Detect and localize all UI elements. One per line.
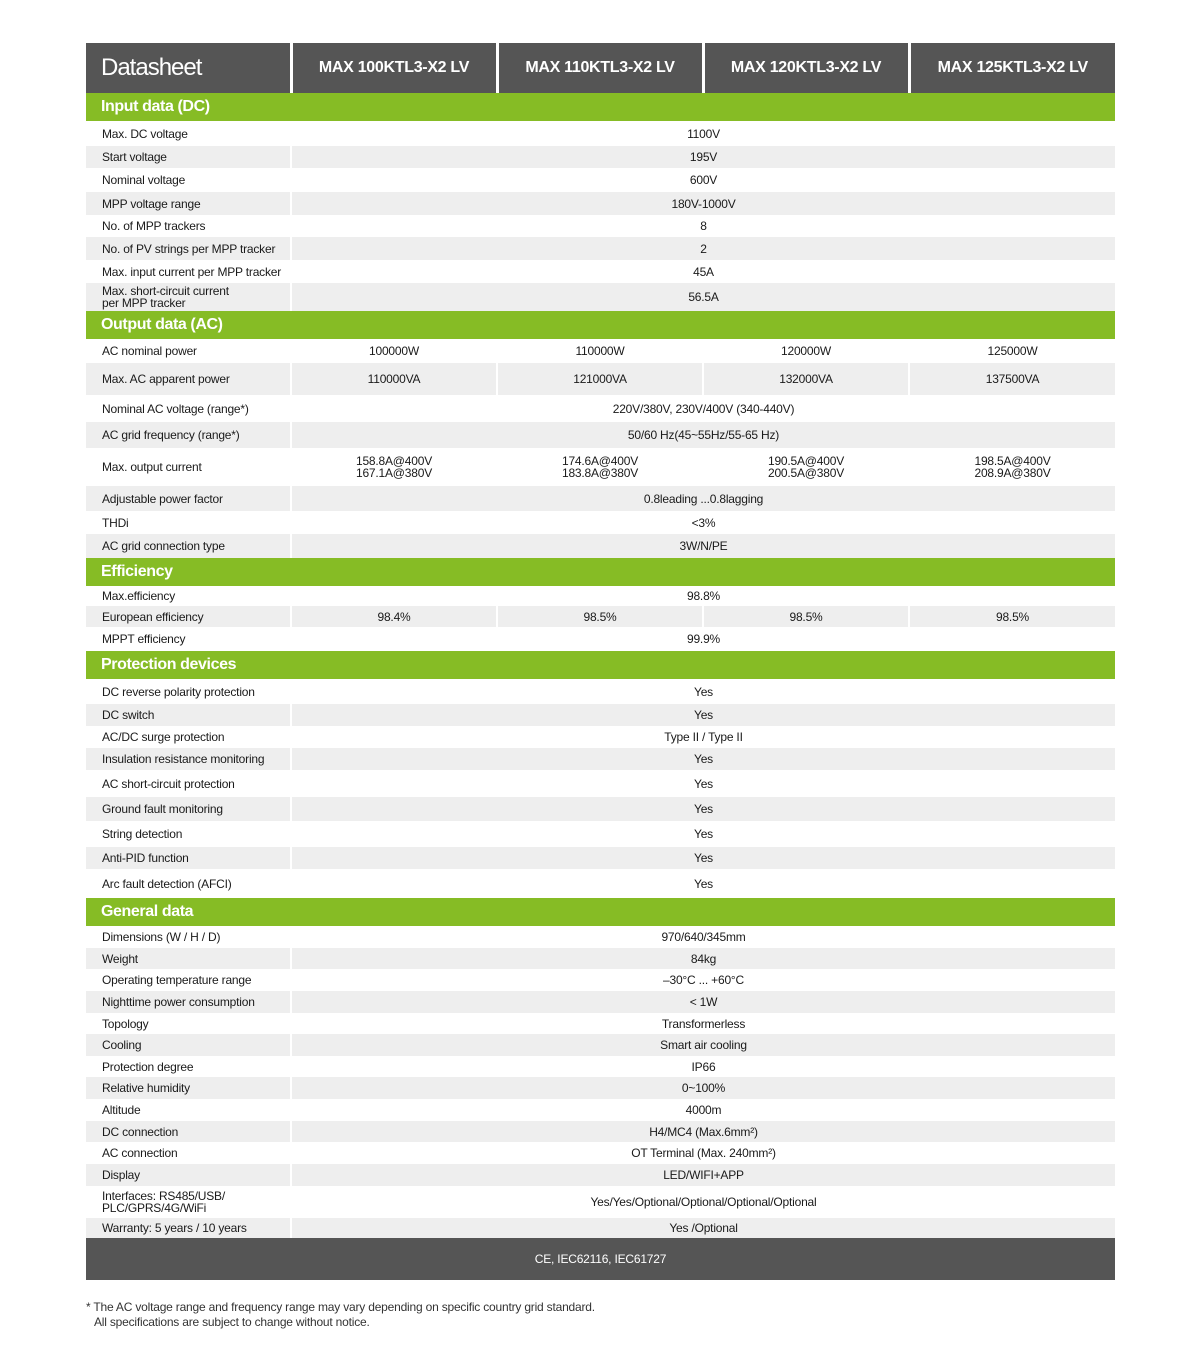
text-line: 110000VA xyxy=(367,372,421,386)
text-line: AC connection xyxy=(102,1146,178,1160)
text-line: 200.5A@380V xyxy=(767,466,845,480)
spec-row xyxy=(86,1056,1115,1077)
spec-row xyxy=(86,422,1115,448)
datasheet-title: Datasheet xyxy=(86,43,291,93)
spec-label xyxy=(86,969,291,991)
spec-value-model-3 xyxy=(703,339,909,363)
spec-row xyxy=(86,260,1115,283)
spec-row xyxy=(86,1099,1115,1121)
spec-value-model-1 xyxy=(291,606,497,627)
text-line: AC short-circuit protection xyxy=(102,776,235,791)
spec-row xyxy=(86,847,1115,869)
spec-label xyxy=(86,283,291,311)
spec-label xyxy=(86,192,291,215)
spec-value: OT Terminal (Max. 240mm²) xyxy=(291,1142,1115,1164)
spec-value-model-2 xyxy=(497,339,703,363)
spec-row xyxy=(86,821,1115,847)
spec-label xyxy=(86,260,291,283)
section-header-input-dc xyxy=(86,93,1115,121)
header-row xyxy=(86,43,1115,93)
text-line: AC/DC surge protection xyxy=(102,730,225,744)
text-line: DC switch xyxy=(102,708,155,722)
text-line: 98.5% xyxy=(995,609,1030,624)
text-line: Insulation resistance monitoring xyxy=(102,752,265,766)
spec-row xyxy=(86,1218,1115,1238)
spec-label xyxy=(86,869,291,898)
text-line: AC nominal power xyxy=(102,344,197,358)
section-title: Input data (DC) xyxy=(86,93,1115,121)
text-line: Max. input current per MPP tracker xyxy=(102,264,282,279)
spec-label xyxy=(86,606,291,627)
spec-label xyxy=(86,948,291,969)
spec-value: <3% xyxy=(291,511,1115,534)
spec-value: 0.8leading ...0.8lagging xyxy=(291,486,1115,511)
text-line: Start voltage xyxy=(102,150,167,164)
spec-row xyxy=(86,704,1115,726)
spec-value: 600V xyxy=(291,168,1115,192)
text-line: No. of PV strings per MPP tracker xyxy=(102,241,276,256)
text-line: Adjustable power factor xyxy=(102,491,223,506)
spec-label xyxy=(86,339,291,363)
text-line: Max. AC apparent power xyxy=(102,372,230,386)
section-header-efficiency xyxy=(86,558,1115,586)
spec-row xyxy=(86,448,1115,486)
spec-row xyxy=(86,363,1115,395)
spec-value: Yes /Optional xyxy=(291,1218,1115,1238)
spec-label xyxy=(86,1218,291,1238)
text-line: European efficiency xyxy=(102,609,204,624)
spec-value: Smart air cooling xyxy=(291,1034,1115,1056)
text-line: 110000W xyxy=(575,344,625,358)
text-line: 98.5% xyxy=(789,609,823,624)
spec-label xyxy=(86,770,291,797)
spec-row xyxy=(86,586,1115,606)
text-line: Nominal AC voltage (range*) xyxy=(102,401,249,416)
spec-label xyxy=(86,448,291,486)
spec-value: 4000m xyxy=(291,1099,1115,1121)
spec-value: 99.9% xyxy=(291,627,1115,651)
spec-label xyxy=(86,1142,291,1164)
spec-label xyxy=(86,726,291,748)
text-line: Nominal voltage xyxy=(102,173,186,187)
spec-row xyxy=(86,969,1115,991)
text-line: 132000VA xyxy=(779,372,833,386)
spec-label xyxy=(86,1056,291,1077)
spec-value-model-3 xyxy=(703,606,909,627)
spec-value-model-2 xyxy=(497,448,703,486)
spec-label xyxy=(86,121,291,146)
spec-label xyxy=(86,627,291,651)
certification-text: CE, IEC62116, IEC61727 xyxy=(86,1238,1115,1280)
spec-label xyxy=(86,395,291,422)
spec-value-model-4 xyxy=(909,606,1115,627)
spec-value-model-1 xyxy=(291,448,497,486)
spec-row xyxy=(86,534,1115,558)
text-line: Warranty: 5 years / 10 years xyxy=(102,1221,247,1235)
model-column-header: MAX 125KTL3-X2 LV xyxy=(909,43,1115,93)
spec-value-model-1 xyxy=(291,339,497,363)
spec-value: Yes xyxy=(291,869,1115,898)
spec-label xyxy=(86,1034,291,1056)
spec-row xyxy=(86,948,1115,969)
spec-value: Yes xyxy=(291,748,1115,770)
section-title: Protection devices xyxy=(86,651,1115,679)
spec-value: Yes xyxy=(291,770,1115,797)
spec-value: Yes xyxy=(291,821,1115,847)
spec-value: Yes/Yes/Optional/Optional/Optional/Optional xyxy=(291,1186,1115,1218)
section-header-general xyxy=(86,898,1115,926)
text-line: 98.5% xyxy=(583,609,617,624)
text-line: 121000VA xyxy=(573,372,627,386)
text-line: 167.1A@380V xyxy=(355,466,433,480)
spec-value: Yes xyxy=(291,704,1115,726)
text-line: 183.8A@380V xyxy=(561,466,639,480)
spec-label xyxy=(86,1186,291,1218)
spec-row xyxy=(86,511,1115,534)
spec-row xyxy=(86,926,1115,948)
spec-label xyxy=(86,821,291,847)
spec-row xyxy=(86,1013,1115,1034)
text-line: Max.efficiency xyxy=(102,589,176,603)
spec-label xyxy=(86,1121,291,1142)
spec-value-model-4 xyxy=(909,363,1115,395)
text-line: No. of MPP trackers xyxy=(102,219,206,233)
footnote xyxy=(86,1300,595,1330)
section-title: Output data (AC) xyxy=(86,311,1115,339)
spec-label xyxy=(86,704,291,726)
spec-value: 0~100% xyxy=(291,1077,1115,1099)
section-title: General data xyxy=(86,898,1115,926)
spec-value: Yes xyxy=(291,797,1115,821)
spec-row xyxy=(86,237,1115,260)
text-line: 120000W xyxy=(781,344,831,358)
spec-label xyxy=(86,363,291,395)
spec-value: 50/60 Hz(45~55Hz/55-65 Hz) xyxy=(291,422,1115,448)
text-line: 208.9A@380V xyxy=(974,466,1051,480)
section-header-protection xyxy=(86,651,1115,679)
spec-value: 84kg xyxy=(291,948,1115,969)
text-line: Display xyxy=(102,1168,140,1182)
text-line: DC reverse polarity protection xyxy=(102,684,255,699)
spec-label xyxy=(86,679,291,704)
text-line: 158.8A@400V xyxy=(355,454,433,468)
spec-value: H4/MC4 (Max.6mm²) xyxy=(291,1121,1115,1142)
text-line: 100000W xyxy=(369,344,419,358)
spec-value-model-2 xyxy=(497,363,703,395)
text-line: Protection degree xyxy=(102,1059,194,1074)
text-line: AC grid connection type xyxy=(102,539,225,553)
spec-label xyxy=(86,847,291,869)
spec-value: IP66 xyxy=(291,1056,1115,1077)
spec-row xyxy=(86,1121,1115,1142)
model-column-header: MAX 100KTL3-X2 LV xyxy=(291,43,497,93)
spec-label xyxy=(86,1164,291,1186)
text-line: 137500VA xyxy=(985,372,1040,386)
spec-row xyxy=(86,215,1115,237)
text-line: Topology xyxy=(102,1016,149,1031)
spec-row xyxy=(86,395,1115,422)
spec-value: 8 xyxy=(291,215,1115,237)
spec-value: 195V xyxy=(291,146,1115,168)
text-line: 198.5A@400V xyxy=(974,454,1051,468)
spec-value-model-3 xyxy=(703,363,909,395)
text-line: Interfaces: RS485/USB/ xyxy=(102,1189,225,1203)
spec-label xyxy=(86,486,291,511)
spec-row xyxy=(86,679,1115,704)
spec-label xyxy=(86,534,291,558)
text-line: Max. output current xyxy=(102,460,202,474)
footnote-line: * The AC voltage range and frequency range may vary depending on specific country grid standard. xyxy=(86,1300,595,1314)
spec-label xyxy=(86,237,291,260)
spec-row xyxy=(86,797,1115,821)
text-line: Relative humidity xyxy=(102,1081,190,1095)
text-line: Altitude xyxy=(102,1103,141,1117)
spec-row xyxy=(86,606,1115,627)
spec-row xyxy=(86,726,1115,748)
section-header-output-ac xyxy=(86,311,1115,339)
spec-value: 45A xyxy=(291,260,1115,283)
text-line: AC grid frequency (range*) xyxy=(102,428,240,442)
text-line: Anti-PID function xyxy=(102,851,189,865)
spec-label xyxy=(86,511,291,534)
spec-label xyxy=(86,422,291,448)
spec-value: –30°C ... +60°C xyxy=(291,969,1115,991)
spec-value-model-4 xyxy=(909,339,1115,363)
text-line: String detection xyxy=(102,827,183,841)
spec-row xyxy=(86,283,1115,311)
text-line: PLC/GPRS/4G/WiFi xyxy=(102,1201,207,1215)
spec-label xyxy=(86,991,291,1013)
spec-row xyxy=(86,192,1115,215)
spec-row xyxy=(86,1164,1115,1186)
spec-value: Type II / Type II xyxy=(291,726,1115,748)
spec-value-model-2 xyxy=(497,606,703,627)
spec-value-model-3 xyxy=(703,448,909,486)
text-line: MPP voltage range xyxy=(102,196,201,211)
spec-label xyxy=(86,797,291,821)
text-line: Max. DC voltage xyxy=(102,126,188,141)
text-line: 190.5A@400V xyxy=(767,454,845,468)
spec-value: 970/640/345mm xyxy=(291,926,1115,948)
spec-row xyxy=(86,339,1115,363)
spec-value: < 1W xyxy=(291,991,1115,1013)
spec-value: 1100V xyxy=(291,121,1115,146)
spec-row xyxy=(86,168,1115,192)
spec-value-model-4 xyxy=(909,448,1115,486)
spec-row xyxy=(86,991,1115,1013)
spec-value: 180V-1000V xyxy=(291,192,1115,215)
spec-row xyxy=(86,146,1115,168)
spec-row xyxy=(86,121,1115,146)
text-line: Weight xyxy=(102,951,138,966)
spec-value: 2 xyxy=(291,237,1115,260)
spec-row xyxy=(86,770,1115,797)
datasheet-table xyxy=(86,43,1115,1280)
spec-row xyxy=(86,869,1115,898)
text-line: Dimensions (W / H / D) xyxy=(102,930,221,944)
spec-value: LED/WIFI+APP xyxy=(291,1164,1115,1186)
certification-row xyxy=(86,1238,1115,1280)
text-line: 98.4% xyxy=(377,609,411,624)
footnote-line: All specifications are subject to change without notice. xyxy=(94,1315,370,1329)
spec-label xyxy=(86,1013,291,1034)
spec-value: 220V/380V, 230V/400V (340-440V) xyxy=(291,395,1115,422)
spec-row xyxy=(86,748,1115,770)
spec-row xyxy=(86,486,1115,511)
spec-label xyxy=(86,1077,291,1099)
text-line: Max. short-circuit current xyxy=(102,284,229,298)
text-line: THDi xyxy=(102,515,129,530)
spec-value: Yes xyxy=(291,679,1115,704)
spec-label xyxy=(86,215,291,237)
spec-label xyxy=(86,1099,291,1121)
spec-value: Yes xyxy=(291,847,1115,869)
text-line: 174.6A@400V xyxy=(561,454,639,468)
spec-row xyxy=(86,1034,1115,1056)
text-line: Cooling xyxy=(102,1038,142,1052)
model-column-header: MAX 120KTL3-X2 LV xyxy=(703,43,909,93)
spec-value-model-1 xyxy=(291,363,497,395)
model-column-header: MAX 110KTL3-X2 LV xyxy=(497,43,703,93)
spec-row xyxy=(86,1142,1115,1164)
spec-label xyxy=(86,168,291,192)
section-title: Efficiency xyxy=(86,558,1115,586)
spec-value: 56.5A xyxy=(291,283,1115,311)
text-line: Arc fault detection (AFCI) xyxy=(102,876,232,891)
text-line: MPPT efficiency xyxy=(102,632,186,646)
text-line: per MPP tracker xyxy=(102,296,186,310)
spec-row xyxy=(86,1077,1115,1099)
spec-label xyxy=(86,586,291,606)
spec-value: Transformerless xyxy=(291,1013,1115,1034)
spec-value: 3W/N/PE xyxy=(291,534,1115,558)
spec-label xyxy=(86,146,291,168)
spec-row xyxy=(86,627,1115,651)
text-line: Ground fault monitoring xyxy=(102,802,223,816)
text-line: 125000W xyxy=(987,344,1038,358)
spec-value: 98.8% xyxy=(291,586,1115,606)
spec-label xyxy=(86,748,291,770)
spec-label xyxy=(86,926,291,948)
spec-row xyxy=(86,1186,1115,1218)
text-line: Nighttime power consumption xyxy=(102,995,255,1009)
text-line: Operating temperature range xyxy=(102,973,252,987)
text-line: DC connection xyxy=(102,1124,179,1139)
datasheet xyxy=(86,43,1115,1280)
